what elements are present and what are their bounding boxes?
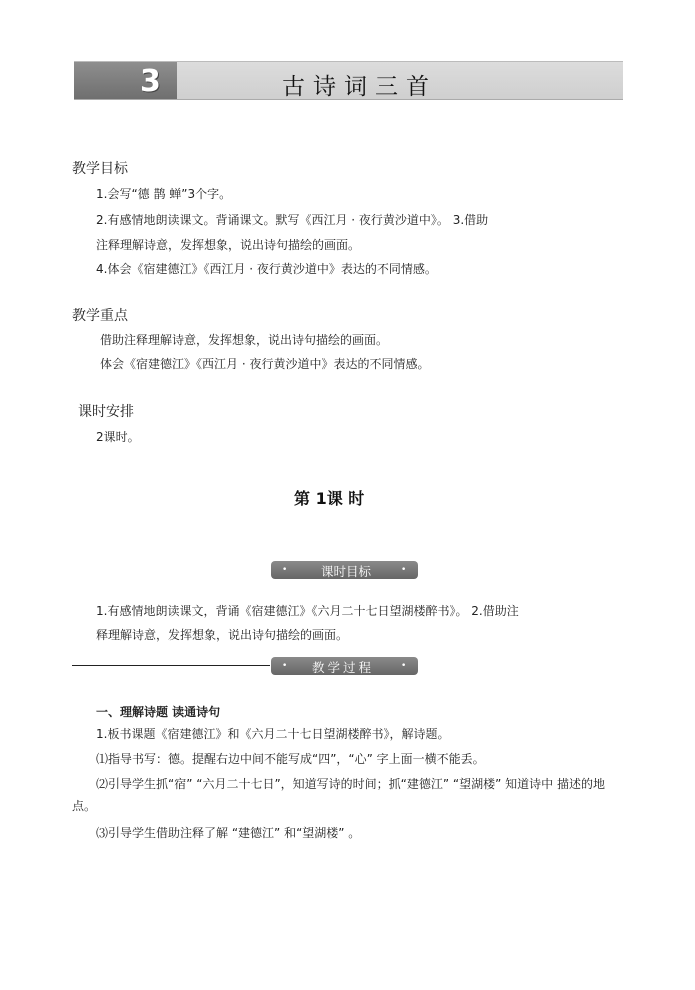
goal-item: 注释理解诗意，发挥想象，说出诗句描绘的画面。 [96, 238, 361, 252]
lesson-goal-line: 释理解诗意，发挥想象，说出诗句描绘的画面。 [96, 628, 349, 642]
chapter-banner [74, 61, 623, 100]
lesson-goals-label [271, 561, 418, 579]
process-line: 点。 [72, 799, 97, 813]
process-line: 1.板书课题《宿建德江》和《六月二十七日望湖楼醉书》，解诗题。 [96, 727, 450, 741]
chapter-number: 3 [140, 64, 161, 99]
process-label [271, 657, 418, 675]
dot-icon: • [401, 661, 407, 671]
lesson-goals-label-text: 课时目标 [321, 564, 372, 579]
lesson-goal-line: 1.有感情地朗读课文，背诵《宿建德江》《六月二十七日望湖楼醉书》。 2.借助注 [96, 604, 519, 618]
schedule-heading: 课时安排 [78, 404, 134, 420]
key-points-heading: 教学重点 [72, 308, 128, 324]
process-label-text: 教学过程 [312, 660, 375, 675]
process-line: ⑴指导书写：德。提醒右边中间不能写成“四”，“心” 字上面一横不能丢。 [96, 752, 485, 766]
goal-item: 1.会写“德 鹊 蝉”3个字。 [96, 187, 232, 201]
dot-icon: • [401, 565, 407, 575]
goals-heading: 教学目标 [72, 161, 128, 177]
chapter-number-block [74, 62, 177, 99]
dot-icon: • [282, 661, 288, 671]
goal-item: 2.有感情地朗读课文。背诵课文。默写《西江月 · 夜行黄沙道中》。 3.借助 [96, 213, 489, 227]
process-line: ⑵引导学生抓“宿” “六月二十七日”，知道写诗的时间；抓“建德江” “望湖楼” 知道诗中 描述的地 [96, 777, 605, 791]
lesson-title: 第 1课 时 [294, 489, 365, 508]
schedule-text: 2课时。 [96, 430, 140, 444]
key-point-item: 体会《宿建德江》《西江月 · 夜行黄沙道中》表达的不同情感。 [100, 357, 430, 371]
chapter-title: 古诗词三首 [282, 74, 437, 100]
section-heading: 一、理解诗题 读通诗句 [96, 705, 221, 719]
process-line: ⑶引导学生借助注释了解 “建德江” 和“望湖楼” 。 [96, 826, 361, 840]
dot-icon: • [282, 565, 288, 575]
section-divider [72, 665, 270, 666]
goal-item: 4.体会《宿建德江》《西江月 · 夜行黄沙道中》表达的不同情感。 [96, 262, 437, 276]
key-point-item: 借助注释理解诗意，发挥想象，说出诗句描绘的画面。 [100, 333, 389, 347]
